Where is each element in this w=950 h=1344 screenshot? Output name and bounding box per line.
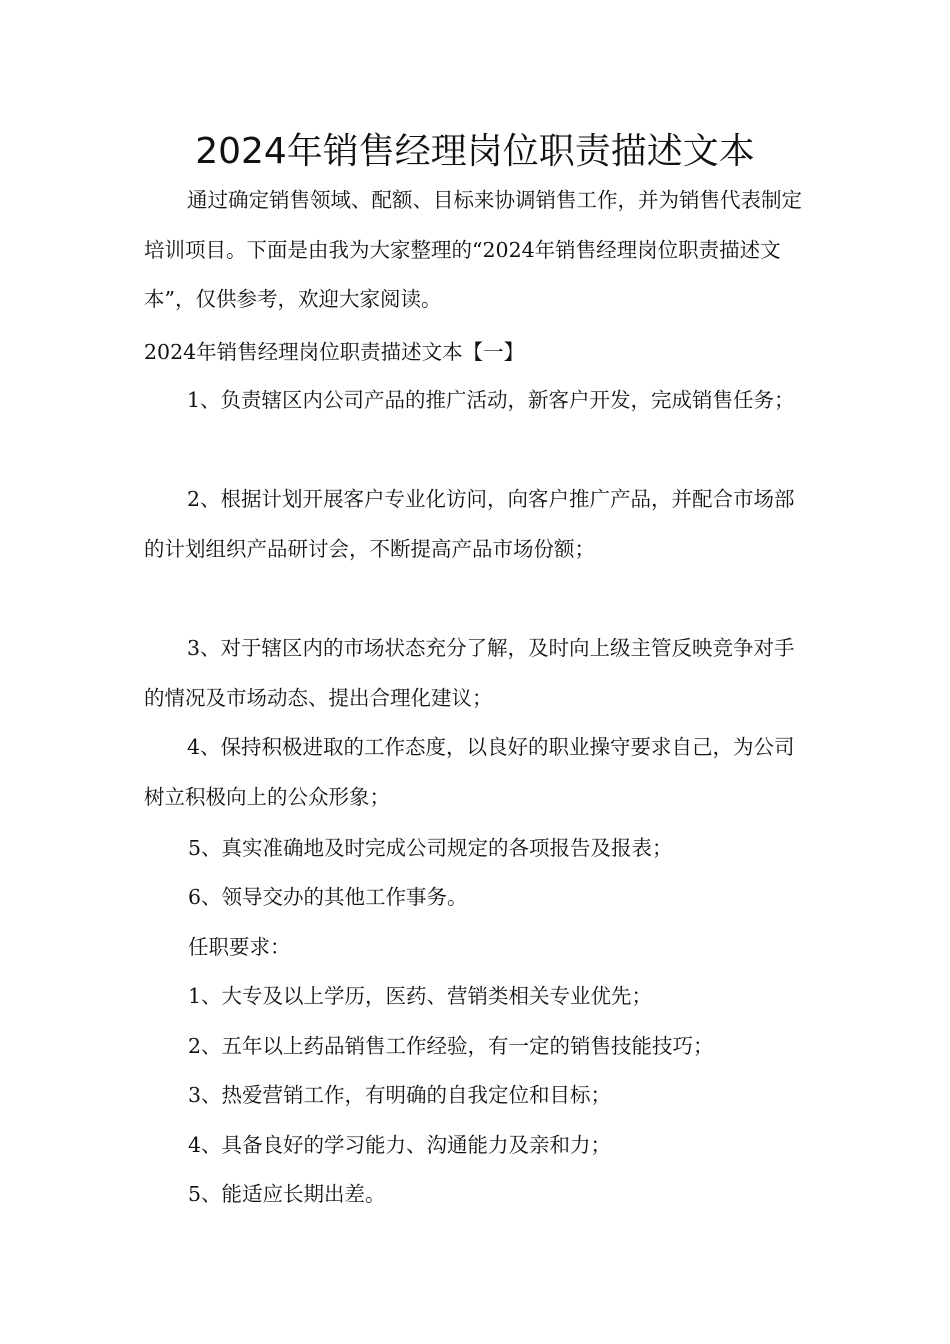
requirement-item: 1、大专及以上学历，医药、营销类相关专业优先；: [188, 984, 653, 1008]
intro-paragraph: 通过确定销售领域、配额、目标来协调销售工作，并为销售代表制定培训项目。下面是由我为大家整理的“2024年销售经理岗位职责描述文本”，仅供参考，欢迎大家阅读。: [144, 188, 802, 311]
requirement-item: 3、热爱营销工作，有明确的自我定位和目标；: [188, 1083, 612, 1107]
duty-item: 4、保持积极进取的工作态度，以良好的职业操守要求自己，为公司树立积极向上的公众形象；: [144, 735, 795, 809]
requirement-item: 5、能适应长期出差。: [188, 1182, 386, 1206]
duty-item: 5、真实准确地及时完成公司规定的各项报告及报表；: [188, 836, 673, 860]
duty-item: 3、对于辖区内的市场状态充分了解，及时向上级主管反映竞争对手的情况及市场动态、提出合理化建议；: [144, 636, 795, 710]
section-heading: 2024年销售经理岗位职责描述文本【一】: [144, 340, 525, 364]
duty-item: 2、根据计划开展客户专业化访问，向客户推广产品，并配合市场部的计划组织产品研讨会，不断提高产品市场份额；: [144, 487, 795, 561]
requirements-heading: 任职要求：: [188, 935, 291, 959]
requirement-item: 2、五年以上药品销售工作经验，有一定的销售技能技巧；: [188, 1034, 714, 1058]
duty-item: 1、负责辖区内公司产品的推广活动，新客户开发，完成销售任务；: [187, 388, 795, 412]
requirement-item: 4、具备良好的学习能力、沟通能力及亲和力；: [188, 1133, 612, 1157]
duty-item: 6、领导交办的其他工作事务。: [188, 885, 468, 909]
document-title: 2024年销售经理岗位职责描述文本: [195, 131, 755, 172]
